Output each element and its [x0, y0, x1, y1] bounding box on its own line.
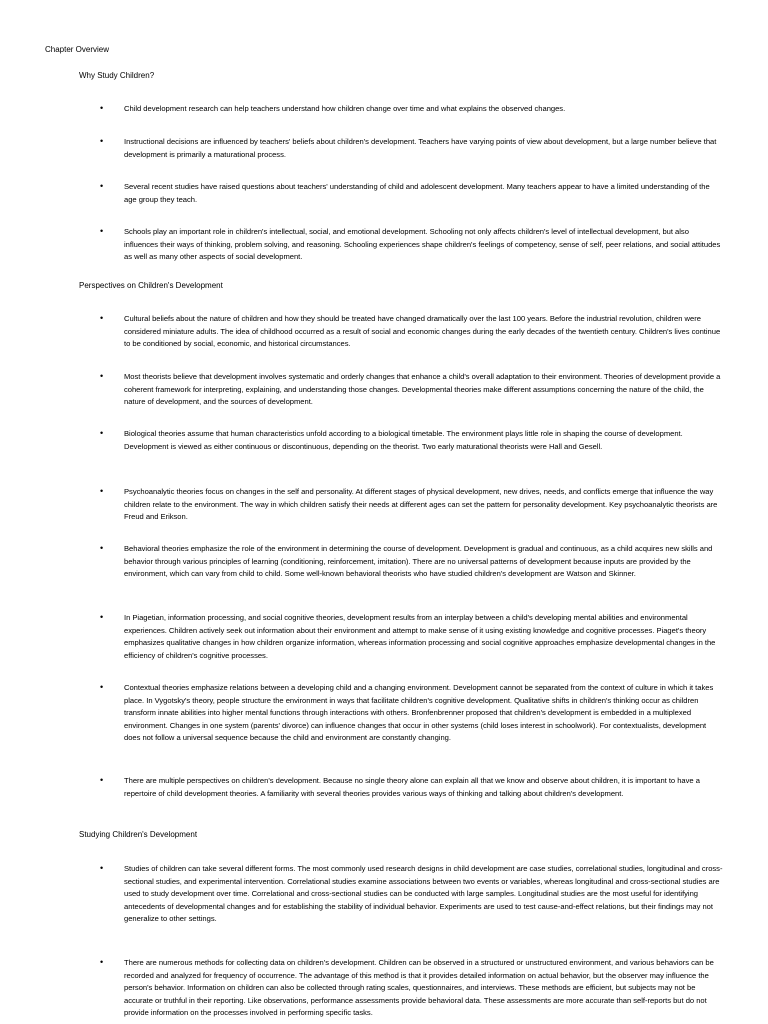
list-item: Behavioral theories emphasize the role of the environment in determining the course of development. Development is gradual and continuous, as a child acquires new skills and behavior through various principles of learning (conditioning, reinforcement, imitation). There are no universal patterns of development because inputs are provided by the environment, which can vary from child to child. Some well-known behavioral theorists who have studied children's development are Watson and Skinner.	[124, 544, 713, 579]
bullet-icon: •	[100, 103, 104, 113]
list-item: Contextual theories emphasize relations between a developing child and a changing environment. Development cannot be separated from the context of culture in which it takes place. In Vygotsky's theory, people structure the environment in ways that facilitate children's cognitive development. Qualitative shifts in children's thinking occur as children transform innate abilities into higher mental functions through interactions with others. Bronfenbrenner proposed that children's development is embedded in a multiplexed environment. Changes in one system (parents' divorce) can influence changes that occur in other systems (child loses interest in schoolwork). For contextualists, development does not follow a universal sequence because the child and environment are constantly changing.	[124, 683, 714, 743]
list-item: Cultural beliefs about the nature of children and how they should be treated have changed dramatically over the last 100 years. Before the industrial revolution, children were considered miniature adults. The idea of childhood occurred as a result of social and economic changes during the early decades of the twentieth century. Children's lives continue to be conditioned by social, economic, and historical circumstances.	[124, 314, 721, 349]
bullet-icon: •	[100, 863, 104, 873]
list-item: Several recent studies have raised questions about teachers' understanding of child and adolescent development. Many teachers appear to have a limited understanding of the age group they teach.	[124, 182, 710, 204]
bullet-icon: •	[100, 371, 104, 381]
bullet-icon: •	[100, 612, 104, 622]
bullet-icon: •	[100, 226, 104, 236]
list-item: Child development research can help teachers understand how children change over time and what explains the observed changes.	[124, 104, 566, 113]
bullet-icon: •	[100, 543, 104, 553]
list-item: Most theorists believe that development involves systematic and orderly changes that enhance a child's overall adaptation to their environment. Theories of development provide a coherent framework for interpreting, explaining, and understanding those changes. Developmental theories make different assumptions concerning the nature of the child, the nature of development, and the sources of development.	[124, 372, 721, 407]
bullet-icon: •	[100, 486, 104, 496]
list-item: Studies of children can take several different forms. The most commonly used research designs in child development are case studies, correlational studies, longitudinal and cross-sectional studies, and experimental intervention. Correlational studies examine associations between two events or variables, whereas longitudinal and cross-sectional studies are used to study development over time. Correlational and cross-sectional studies can be conducted with large samples. Longitudinal studies are the most useful for identifying antecedents of developmental changes and for establishing the stability of individual behavior. Experiments are used to test cause-and-effect relations, but their findings may not generalize to other settings.	[124, 864, 723, 924]
list-item: In Piagetian, information processing, and social cognitive theories, development results from an interplay between a child's developing mental abilities and environmental experiences. Children actively seek out information about their environment and attempt to make sense of it using existing knowledge and cognitive processes. Piaget's theory emphasizes qualitative changes in how children organize information, whereas information processing and social cognitive approaches emphasize developmental changes in the efficiency of children's cognitive processes.	[124, 613, 716, 660]
list-item: Biological theories assume that human characteristics unfold according to a biological timetable. The environment plays little role in shaping the course of development. Development is viewed as either continuous or discontinuous, depending on the theorist. Two early maturational theorists were Hall and Gesell.	[124, 429, 683, 451]
list-item: Instructional decisions are influenced by teachers' beliefs about children's development. Teachers have varying points of view about development, but a large number believe that development is primarily a maturational process.	[124, 137, 717, 159]
list-item: Schools play an important role in children's intellectual, social, and emotional development. Schooling not only affects children's level of intellectual development, but also influences their ways of thinking, problem solving, and reasoning. Schooling experiences shape children's feelings of competency, sense of self, peer relations, and social attitudes as well as many other aspects of social development.	[124, 227, 721, 262]
bullet-icon: •	[100, 775, 104, 785]
bullet-icon: •	[100, 181, 104, 191]
bullet-icon: •	[100, 428, 104, 438]
section-heading-studying: Studying Children's Development	[79, 830, 198, 839]
chapter-title: Chapter Overview	[45, 45, 110, 54]
bullet-icon: •	[100, 682, 104, 692]
section-heading-perspectives: Perspectives on Children's Development	[79, 281, 223, 290]
list-item: There are numerous methods for collecting data on children's development. Children can be observed in a structured or unstructured environment, and various behaviors can be recorded and analyzed for frequency of occurrence. The advantage of this method is that it provides detailed information on actual behavior, but the observer may influence the person's behavior. Information on children can also be collected through rating scales, questionnaires, and interviews. These methods are efficient, but subjects may not be accurate or truthful in their reporting. Like observations, performance assessments provide behavioral data. These assessments are more accurate than self-reports but do not provide information on the processes involved in performing specific tasks.	[124, 958, 714, 1018]
list-item: There are multiple perspectives on children's development. Because no single theory alone can explain all that we know and observe about children, it is important to have a repertoire of child development theories. A familiarity with several theories provides various ways of thinking and talking about children's development.	[124, 776, 700, 798]
bullet-icon: •	[100, 957, 104, 967]
bullet-icon: •	[100, 136, 104, 146]
section-heading-why-study-children: Why Study Children?	[79, 71, 155, 80]
bullet-icon: •	[100, 313, 104, 323]
list-item: Psychoanalytic theories focus on changes in the self and personality. At different stages of physical development, new drives, needs, and conflicts emerge that influence the way children relate to the environment. The way in which children satisfy their needs at different ages can set the pattern for personality development. Key psychoanalytic theorists are Freud and Erikson.	[124, 487, 718, 522]
